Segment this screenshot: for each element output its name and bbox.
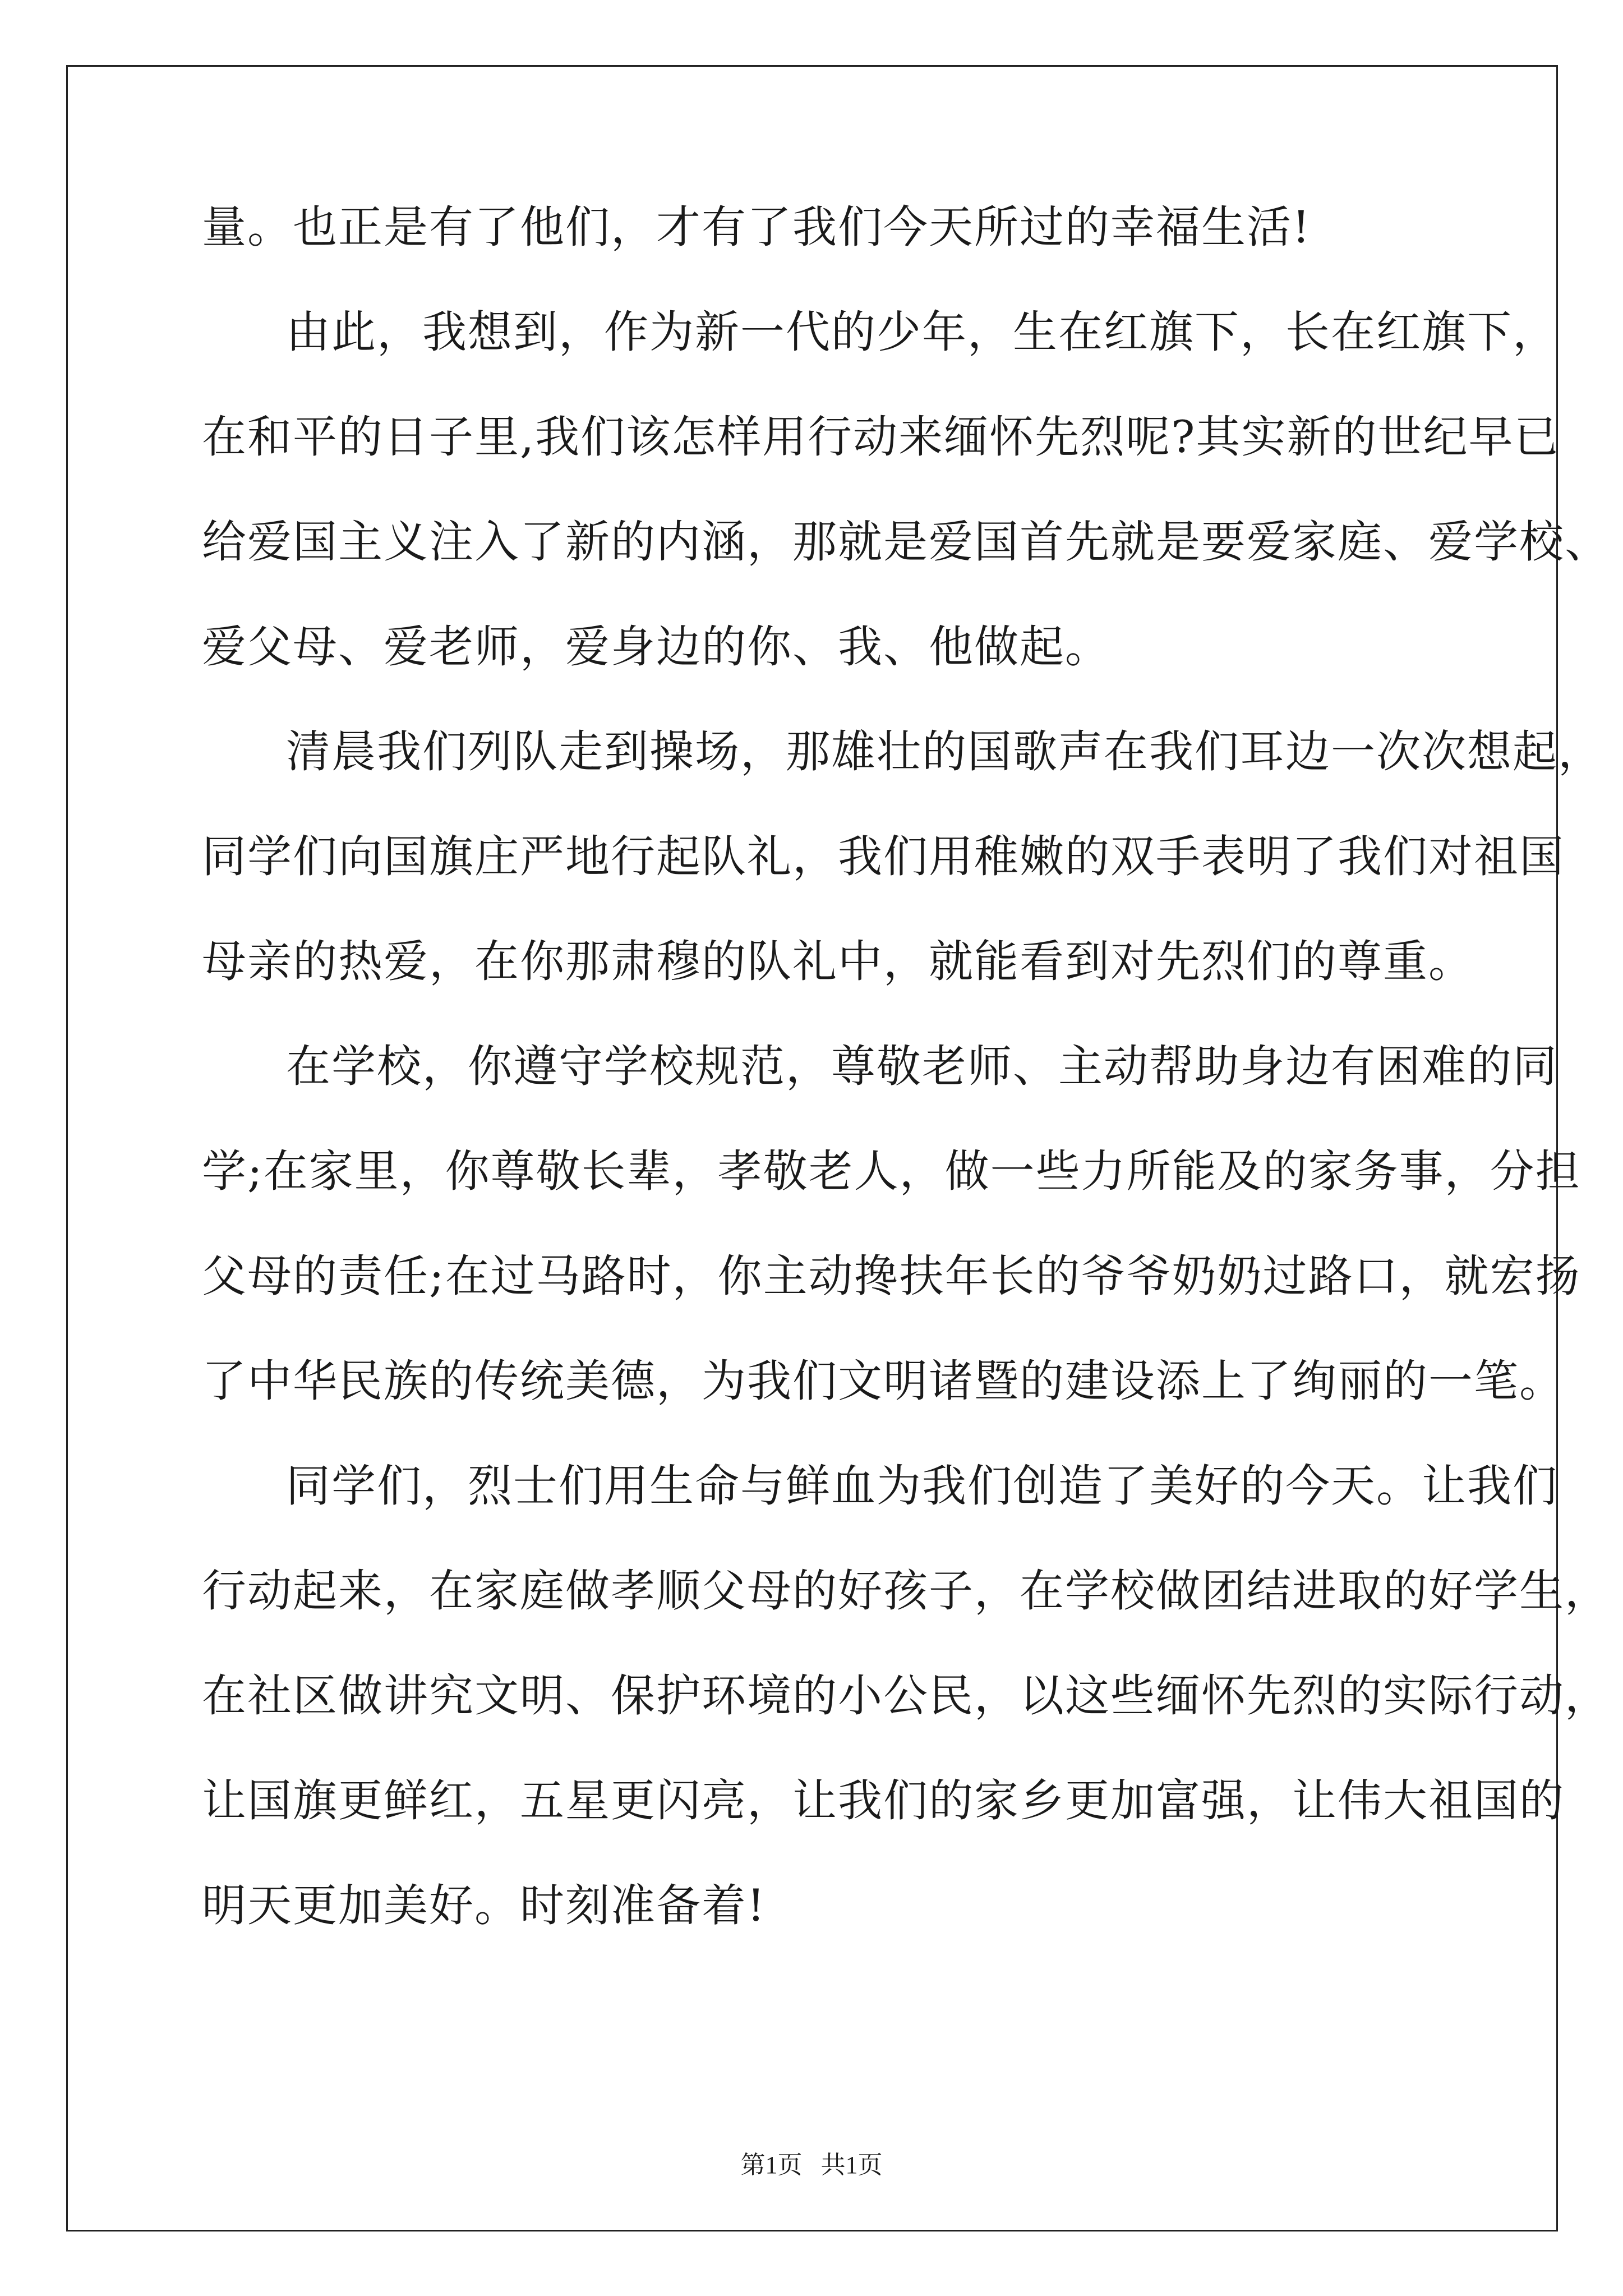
text-line: 母亲的热爱，在你那肃穆的队礼中，就能看到对先烈们的尊重。 [202, 936, 1474, 987]
paragraph-first-line: 由此，我想到，作为新一代的少年，生在红旗下，长在红旗下， [286, 306, 1558, 358]
text-line: 在和平的日子里,我们该怎样用行动来缅怀先烈呢?其实新的世纪早已 [202, 411, 1560, 463]
text-line: 同学们向国旗庄严地行起队礼，我们用稚嫩的双手表明了我们对祖国 [202, 831, 1565, 882]
paragraph-first-line: 清晨我们列队走到操场，那雄壮的国歌声在我们耳边一次次想起， [286, 726, 1603, 777]
text-line: 父母的责任;在过马路时，你主动搀扶年长的爷爷奶奶过路口，就宏扬 [202, 1250, 1581, 1302]
text-line: 给爱国主义注入了新的内涵，那就是爱国首先就是要爱家庭、爱学校、 [202, 516, 1610, 568]
text-line: 了中华民族的传统美德，为我们文明诸暨的建设添上了绚丽的一笔。 [202, 1355, 1565, 1407]
text-line: 爱父母、爱老师，爱身边的你、我、他做起。 [202, 621, 1110, 673]
text-line: 明天更加美好。时刻准备着! [202, 1880, 766, 1931]
text-line: 量。也正是有了他们，才有了我们今天所过的幸福生活! [202, 201, 1311, 253]
paragraph-first-line: 同学们，烈士们用生命与鲜血为我们创造了美好的今天。让我们 [286, 1460, 1558, 1512]
text-line: 学;在家里，你尊敬长辈，孝敬老人，做一些力所能及的家务事，分担 [202, 1145, 1581, 1197]
text-line: 在社区做讲究文明、保护环境的小公民，以这些缅怀先烈的实际行动， [202, 1670, 1610, 1722]
text-line: 行动起来，在家庭做孝顺父母的好孩子，在学校做团结进取的好学生， [202, 1565, 1610, 1617]
page-number-footer: 第1页 共1页 [740, 2151, 883, 2179]
text-line: 让国旗更鲜红，五星更闪亮，让我们的家乡更加富强，让伟大祖国的 [202, 1775, 1565, 1826]
paragraph-first-line: 在学校，你遵守学校规范，尊敬老师、主动帮助身边有困难的同 [286, 1041, 1558, 1092]
